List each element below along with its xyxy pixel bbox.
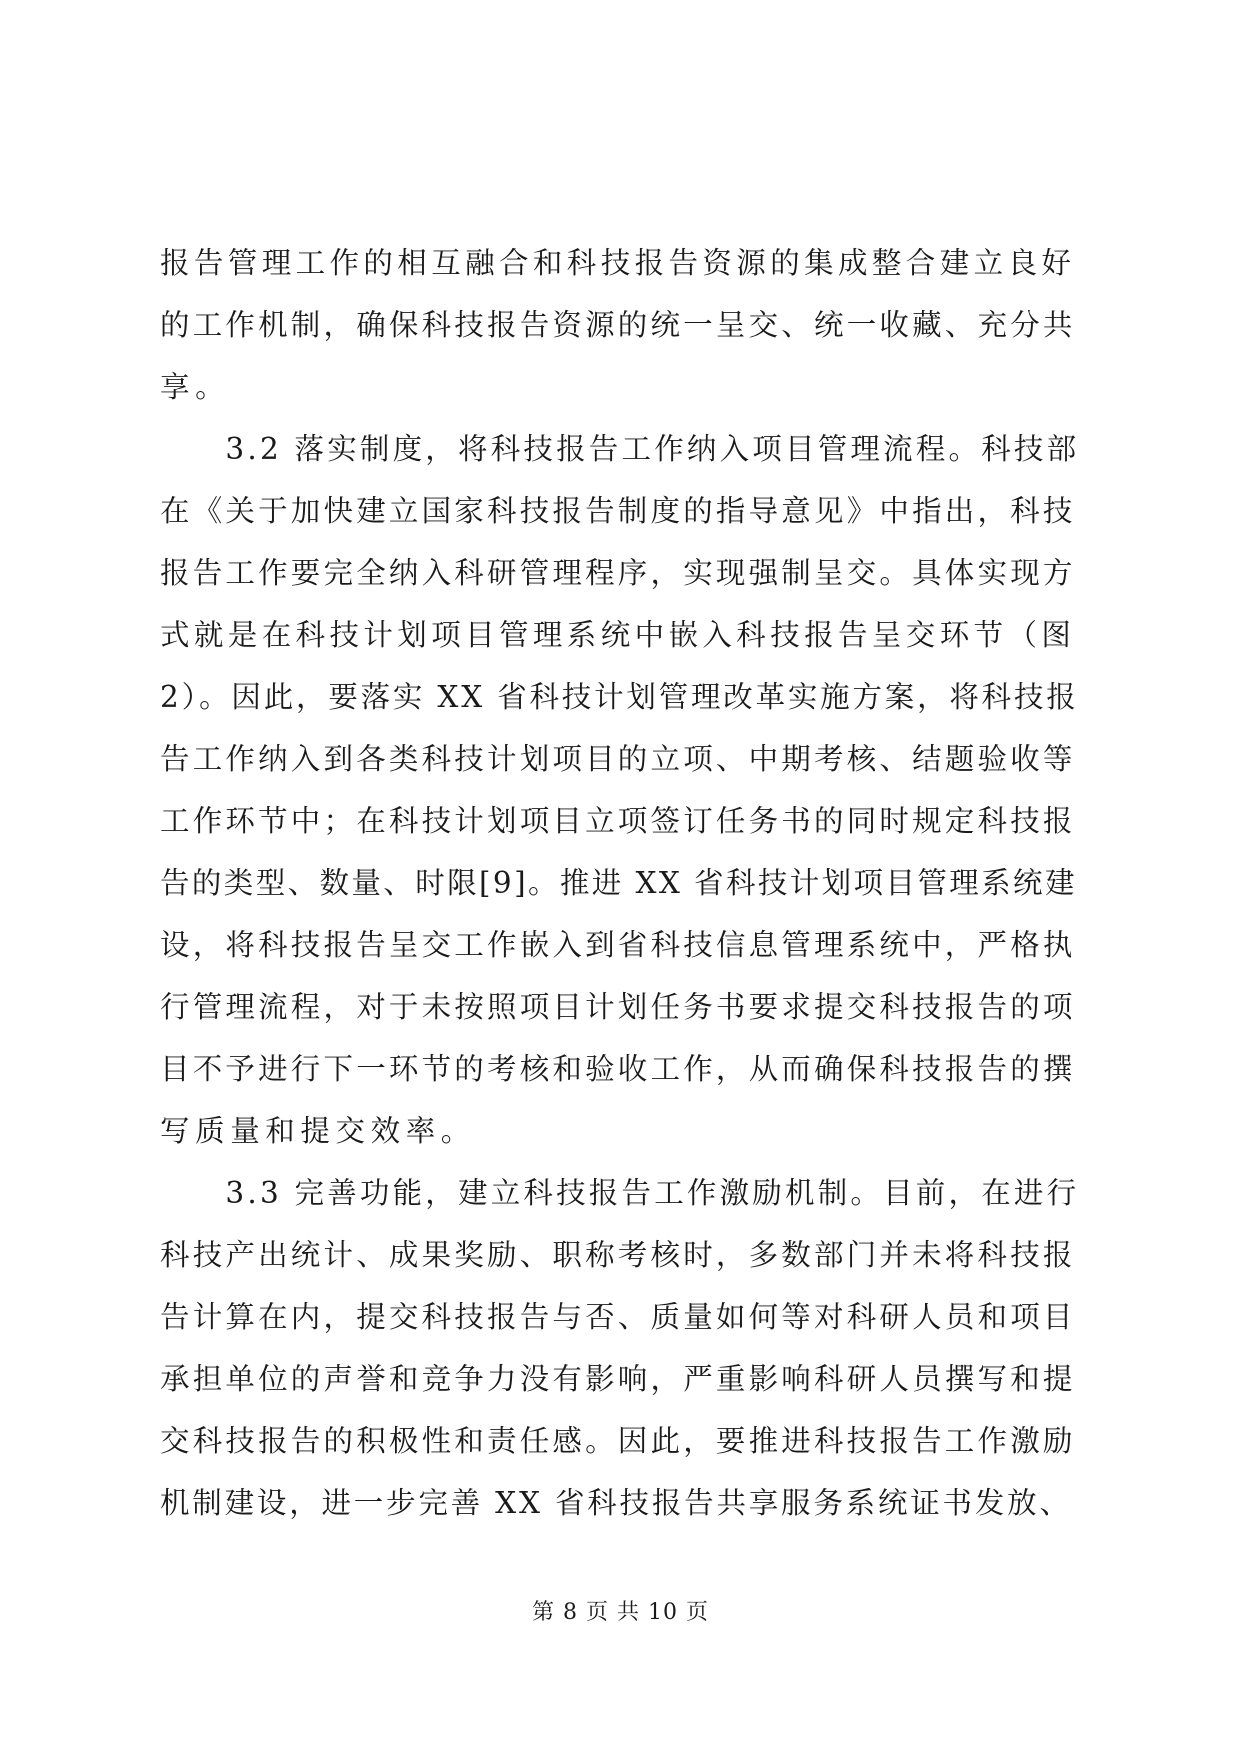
- text-line: 告计算在内，提交科技报告与否、质量如何等对科研人员和项目: [160, 1300, 1076, 1334]
- text-line: 享。: [160, 370, 231, 404]
- section-3-2-heading-line: 3.2 落实制度，将科技报告工作纳入项目管理流程。科技部: [160, 432, 1080, 466]
- text-line: 告的类型、数量、时限[9]。推进 XX 省科技计划项目管理系统建: [160, 866, 1077, 900]
- text-line: 工作环节中；在科技计划项目立项签订任务书的同时规定科技报: [160, 804, 1076, 838]
- section-3-3-heading-line: 3.3 完善功能，建立科技报告工作激励机制。目前，在进行: [160, 1176, 1080, 1210]
- text-line: 式就是在科技计划项目管理系统中嵌入科技报告呈交环节（图: [160, 618, 1076, 652]
- text-line: 交科技报告的积极性和责任感。因此，要推进科技报告工作激励: [160, 1424, 1076, 1458]
- text-line: 科技产出统计、成果奖励、职称考核时，多数部门并未将科技报: [160, 1238, 1076, 1272]
- text-line: 的工作机制，确保科技报告资源的统一呈交、统一收藏、充分共: [160, 308, 1076, 342]
- body-text: [160, 232, 1080, 1534]
- page-footer: [0, 1598, 1241, 1628]
- text-line: 行管理流程，对于未按照项目计划任务书要求提交科技报告的项: [160, 990, 1076, 1024]
- text-line: 在《关于加快建立国家科技报告制度的指导意见》中指出，科技: [160, 494, 1076, 528]
- text-line: 设，将科技报告呈交工作嵌入到省科技信息管理系统中，严格执: [160, 928, 1076, 962]
- text-line: 2）。因此，要落实 XX 省科技计划管理改革实施方案，将科技报: [160, 680, 1079, 714]
- text-line: 报告管理工作的相互融合和科技报告资源的集成整合建立良好: [160, 246, 1076, 280]
- page-number-label: 第 8 页 共 10 页: [532, 1600, 709, 1625]
- text-line: 机制建设，进一步完善 XX 省科技报告共享服务系统证书发放、: [160, 1486, 1072, 1520]
- text-line: 报告工作要完全纳入科研管理程序，实现强制呈交。具体实现方: [160, 556, 1076, 590]
- text-line: 告工作纳入到各类科技计划项目的立项、中期考核、结题验收等: [160, 742, 1076, 776]
- text-line: 目不予进行下一环节的考核和验收工作，从而确保科技报告的撰: [160, 1052, 1076, 1086]
- text-line: 写质量和提交效率。: [160, 1114, 476, 1148]
- text-line: 承担单位的声誉和竞争力没有影响，严重影响科研人员撰写和提: [160, 1362, 1076, 1396]
